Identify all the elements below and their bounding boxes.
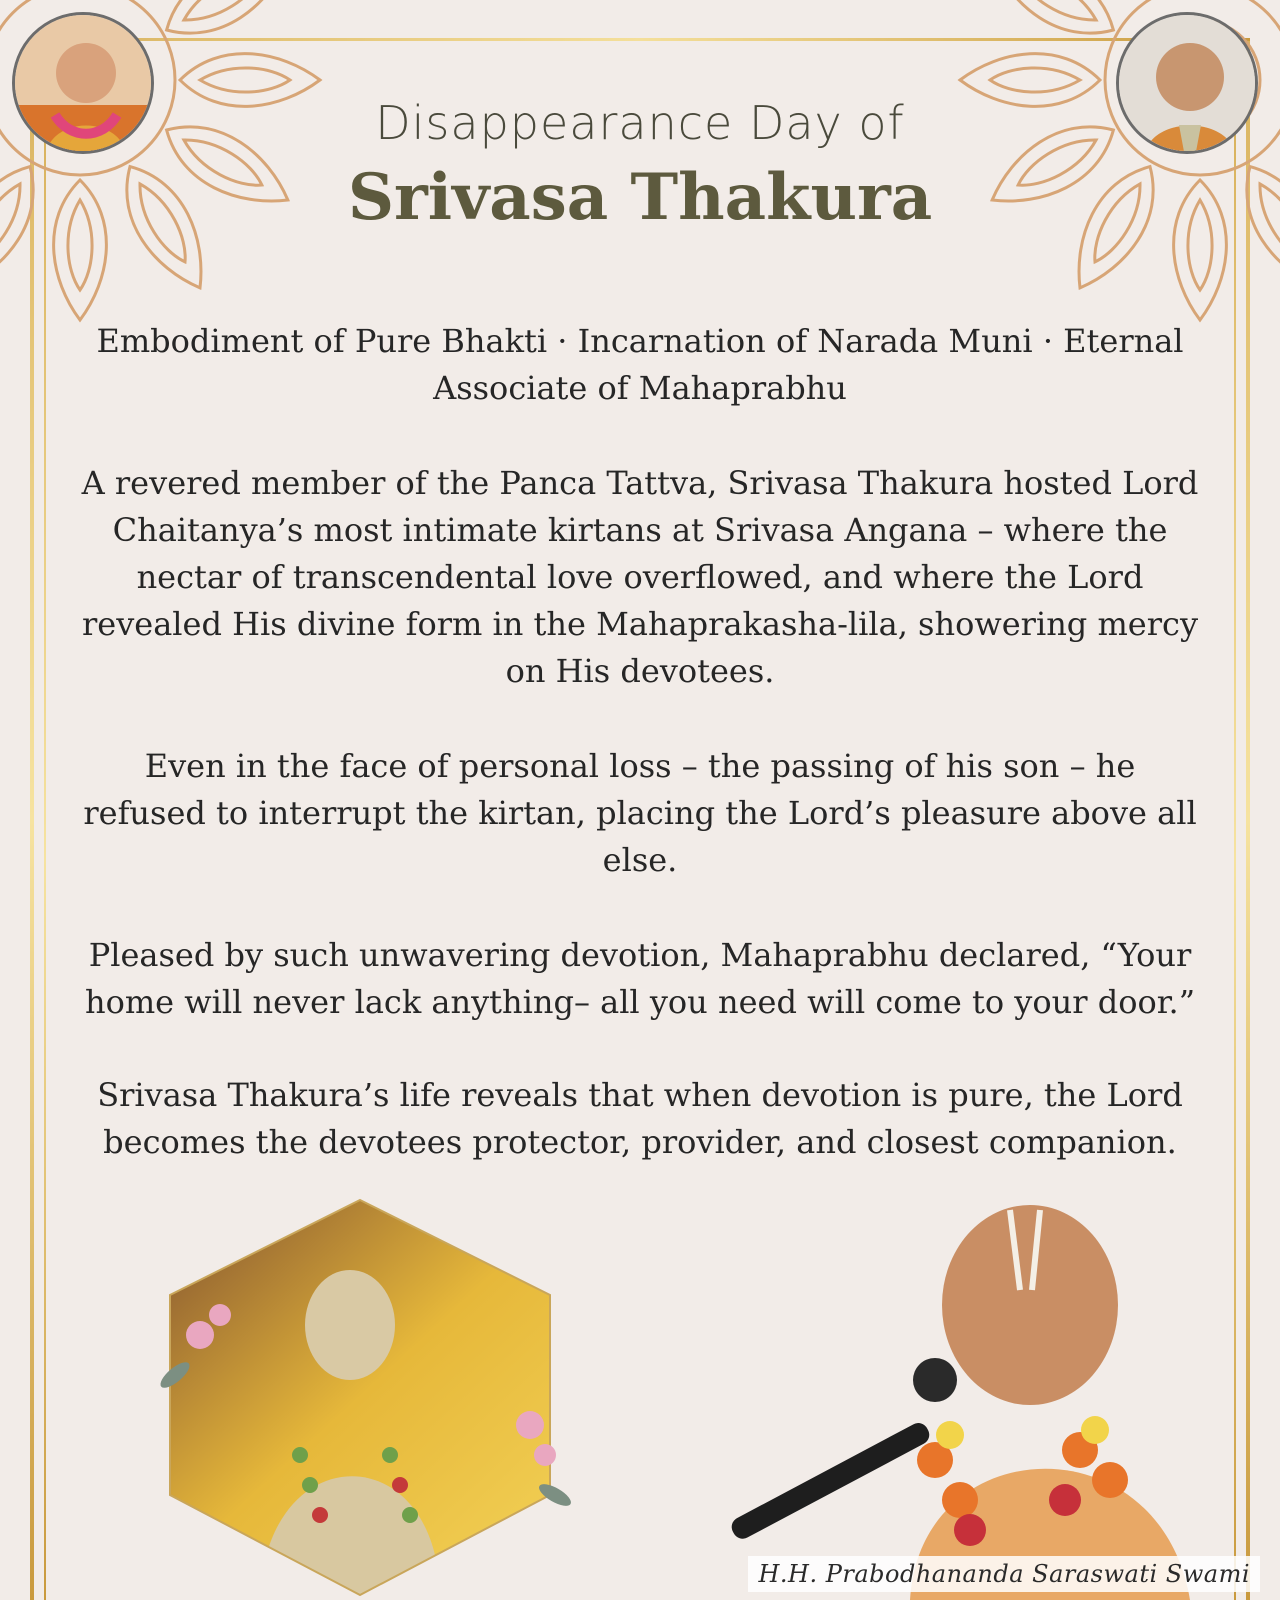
speaker-photo (720, 1200, 1260, 1600)
personal-loss-paragraph: Even in the face of personal loss – the passing of his son – he refused to interrupt the kirtan, placing the Lord’s pleasure above all else. (83, 747, 1197, 879)
deity-hexagon-image (140, 1195, 580, 1600)
page-title: Srivasa Thakura (347, 160, 933, 235)
epithets-paragraph: Embodiment of Pure Bhakti · Incarnation of Narada Muni · Eternal Associate of Mahaprabhu (96, 322, 1184, 407)
title-subheading: Disappearance Day of (375, 96, 905, 150)
conclusion-paragraph: Srivasa Thakura’s life reveals that when devotion is pure, the Lord becomes the devotees protector, provider, and closest companion. (97, 1076, 1183, 1161)
declaration-paragraph: Pleased by such unwavering devotion, Mahaprabhu declared, “Your home will never lack anything– all you need will come to your door.” (84, 936, 1196, 1021)
panca-tattva-paragraph: A revered member of the Panca Tattva, Srivasa Thakura hosted Lord Chaitanya’s most intimate kirtans at Srivasa Angana – where the nectar of transcendental love overflowed, and where the Lord revealed His divine form in the Mahaprakasha-lila, showering mercy on His devotees. (81, 464, 1199, 690)
speaker-signature: H.H. Prabodhananda Saraswati Swami (748, 1556, 1260, 1592)
frame-left-inner (44, 120, 46, 1600)
